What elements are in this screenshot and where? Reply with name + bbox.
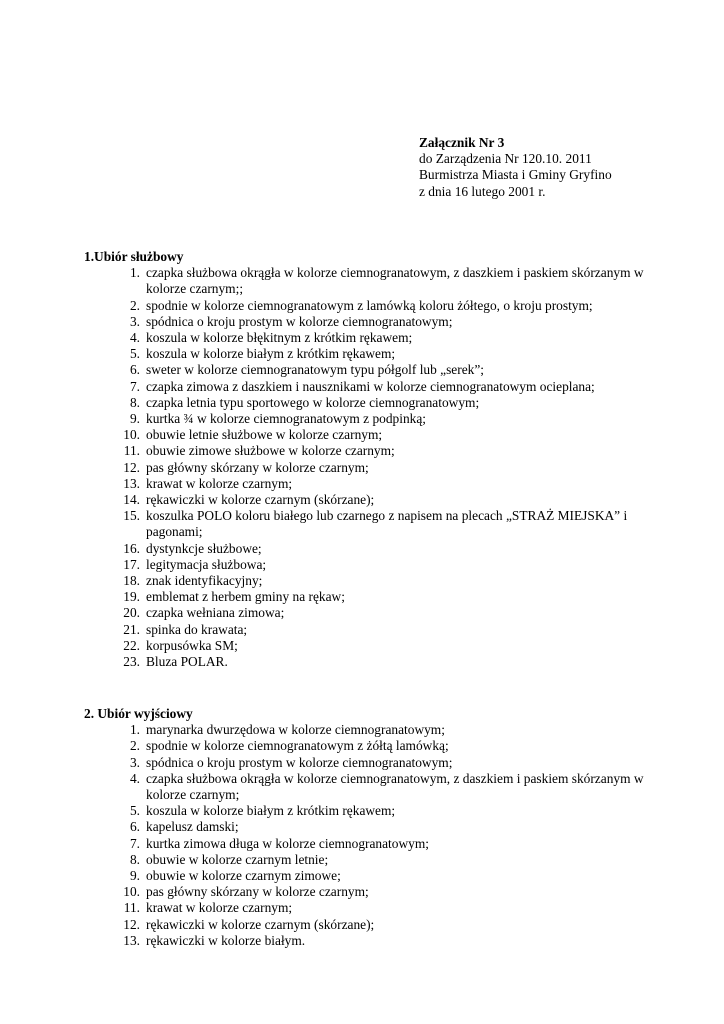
item-text: obuwie w kolorze czarnym letnie; xyxy=(146,851,329,867)
list-item xyxy=(84,803,644,819)
item-text: czapka służbowa okrągła w kolorze ciemnogranatowym, z daszkiem i paskiem skórzanym w kolorze czarnym; xyxy=(146,770,644,803)
item-number: 6. xyxy=(129,362,140,378)
list-item xyxy=(84,508,644,540)
list-item xyxy=(84,298,644,314)
item-number: 13. xyxy=(123,475,140,491)
list-item xyxy=(84,755,644,771)
item-text: krawat w kolorze czarnym; xyxy=(146,475,293,491)
item-list xyxy=(84,265,644,670)
section-dress-uniform xyxy=(84,706,644,949)
item-text: krawat w kolorze czarnym; xyxy=(146,900,293,916)
item-text: legitymacja służbowa; xyxy=(146,556,267,572)
list-item xyxy=(84,330,644,346)
item-number: 7. xyxy=(129,378,140,394)
section-heading: 1.Ubiór służbowy xyxy=(84,249,184,264)
list-item xyxy=(84,265,644,297)
item-text: znak identyfikacyjny; xyxy=(146,573,263,589)
list-item xyxy=(84,654,644,670)
list-item xyxy=(84,852,644,868)
item-text: obuwie zimowe służbowe w kolorze czarnym; xyxy=(146,443,395,459)
item-number: 10. xyxy=(123,884,140,900)
item-text: emblemat z herbem gminy na rękaw; xyxy=(146,589,345,605)
list-item xyxy=(84,492,644,508)
item-number: 8. xyxy=(129,851,140,867)
item-text: kurtka ¾ w kolorze ciemnogranatowym z podpinką; xyxy=(146,411,427,427)
item-number: 1. xyxy=(129,265,140,281)
item-text: koszula w kolorze białym z krótkim rękawem; xyxy=(146,346,396,362)
list-item xyxy=(84,541,644,557)
item-text: koszula w kolorze błękitnym z krótkim rękawem; xyxy=(146,330,413,346)
item-text: rękawiczki w kolorze białym. xyxy=(146,932,306,948)
item-number: 9. xyxy=(129,411,140,427)
item-number: 23. xyxy=(123,654,140,670)
item-text: dystynkcje służbowe; xyxy=(146,540,262,556)
item-text: pas główny skórzany w kolorze czarnym; xyxy=(146,884,369,900)
item-number: 4. xyxy=(129,770,140,786)
item-number: 22. xyxy=(123,637,140,653)
list-item xyxy=(84,362,644,378)
item-text: kurtka zimowa długa w kolorze ciemnogranatowym; xyxy=(146,835,429,851)
item-number: 8. xyxy=(129,394,140,410)
issuing-authority: Burmistrza Miasta i Gminy Gryfino xyxy=(419,167,612,183)
item-number: 5. xyxy=(129,346,140,362)
item-number: 2. xyxy=(129,738,140,754)
item-number: 18. xyxy=(123,573,140,589)
item-text: korpusówka SM; xyxy=(146,637,238,653)
item-number: 20. xyxy=(123,605,140,621)
item-text: kapelusz damski; xyxy=(146,819,239,835)
item-number: 11. xyxy=(123,900,140,916)
item-text: koszula w kolorze białym z krótkim rękawem; xyxy=(146,803,396,819)
item-number: 1. xyxy=(129,722,140,738)
list-item xyxy=(84,346,644,362)
item-number: 10. xyxy=(123,427,140,443)
list-item xyxy=(84,573,644,589)
item-number: 19. xyxy=(123,589,140,605)
item-text: spodnie w kolorze ciemnogranatowym z żółtą lamówką; xyxy=(146,738,449,754)
item-number: 16. xyxy=(123,540,140,556)
item-text: spinka do krawata; xyxy=(146,621,248,637)
item-number: 3. xyxy=(129,754,140,770)
list-item xyxy=(84,771,644,803)
item-list xyxy=(84,722,644,949)
list-item xyxy=(84,933,644,949)
item-text: Bluza POLAR. xyxy=(146,654,228,670)
list-item xyxy=(84,605,644,621)
item-text: marynarka dwurzędowa w kolorze ciemnogranatowym; xyxy=(146,722,445,738)
list-item xyxy=(84,379,644,395)
ordinance-reference: do Zarządzenia Nr 120.10. 2011 xyxy=(419,151,592,167)
list-item xyxy=(84,622,644,638)
list-item xyxy=(84,460,644,476)
item-number: 12. xyxy=(123,916,140,932)
item-text: czapka zimowa z daszkiem i nausznikami w kolorze ciemnogranatowym ocieplana; xyxy=(146,378,595,394)
item-number: 13. xyxy=(123,932,140,948)
item-text: rękawiczki w kolorze czarnym (skórzane); xyxy=(146,916,375,932)
item-number: 15. xyxy=(123,508,140,524)
item-number: 11. xyxy=(123,443,140,459)
issue-date: z dnia 16 lutego 2001 r. xyxy=(419,183,546,199)
list-item xyxy=(84,638,644,654)
section-service-uniform xyxy=(84,249,644,670)
item-number: 2. xyxy=(129,297,140,313)
list-item xyxy=(84,411,644,427)
item-text: spodnie w kolorze ciemnogranatowym z lamówką koloru żółtego, o kroju prostym; xyxy=(146,297,593,313)
list-item xyxy=(84,314,644,330)
list-item xyxy=(84,557,644,573)
list-item xyxy=(84,395,644,411)
list-item xyxy=(84,819,644,835)
item-text: czapka wełniana zimowa; xyxy=(146,605,285,621)
list-item xyxy=(84,427,644,443)
item-text: obuwie w kolorze czarnym zimowe; xyxy=(146,868,341,884)
list-item xyxy=(84,589,644,605)
item-number: 6. xyxy=(129,819,140,835)
item-number: 14. xyxy=(123,492,140,508)
item-number: 9. xyxy=(129,868,140,884)
list-item xyxy=(84,868,644,884)
item-number: 4. xyxy=(129,330,140,346)
item-number: 5. xyxy=(129,803,140,819)
annex-header xyxy=(419,135,612,200)
list-item xyxy=(84,917,644,933)
list-item xyxy=(84,884,644,900)
annex-title: Załącznik Nr 3 xyxy=(419,135,505,150)
item-number: 7. xyxy=(129,835,140,851)
item-text: spódnica o kroju prostym w kolorze ciemnogranatowym; xyxy=(146,313,453,329)
item-text: czapka służbowa okrągła w kolorze ciemnogranatowym, z daszkiem i paskiem skórzanym w kolorze czarnym;; xyxy=(146,265,644,297)
item-text: koszulka POLO koloru białego lub czarnego z napisem na plecach „STRAŻ MIEJSKA” i pagonami; xyxy=(146,508,628,540)
item-number: 17. xyxy=(123,556,140,572)
list-item xyxy=(84,443,644,459)
list-item xyxy=(84,476,644,492)
item-text: pas główny skórzany w kolorze czarnym; xyxy=(146,459,369,475)
item-text: sweter w kolorze ciemnogranatowym typu półgolf lub „serek”; xyxy=(146,362,485,378)
section-heading: 2. Ubiór wyjściowy xyxy=(84,706,193,721)
list-item xyxy=(84,900,644,916)
list-item xyxy=(84,836,644,852)
item-text: czapka letnia typu sportowego w kolorze ciemnogranatowym; xyxy=(146,394,480,410)
item-number: 3. xyxy=(129,313,140,329)
item-number: 21. xyxy=(123,621,140,637)
item-text: obuwie letnie służbowe w kolorze czarnym; xyxy=(146,427,383,443)
list-item xyxy=(84,738,644,754)
item-number: 12. xyxy=(123,459,140,475)
item-text: spódnica o kroju prostym w kolorze ciemnogranatowym; xyxy=(146,754,453,770)
list-item xyxy=(84,722,644,738)
item-text: rękawiczki w kolorze czarnym (skórzane); xyxy=(146,492,375,508)
